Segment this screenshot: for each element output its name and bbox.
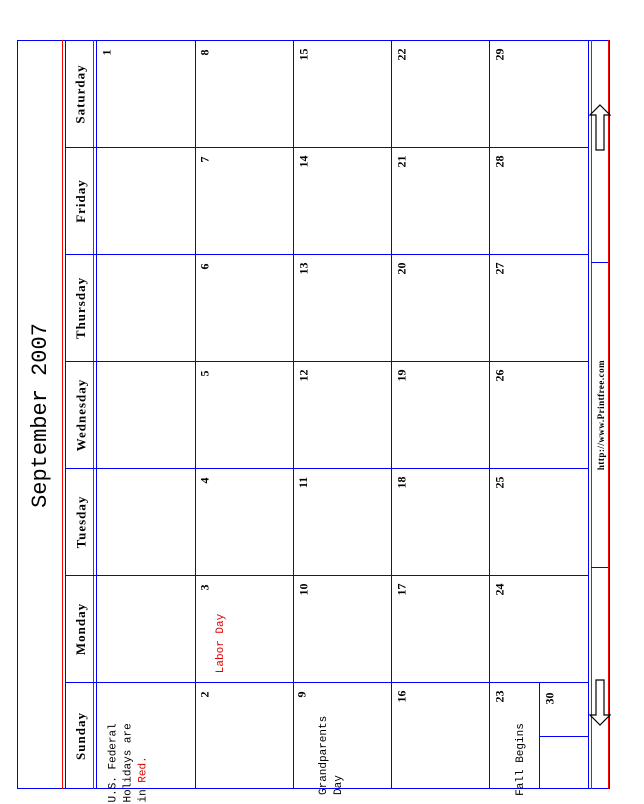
grid-line [66, 468, 588, 469]
note-line: Day [333, 775, 345, 795]
day-number: 10 [296, 583, 311, 596]
day-number: 16 [394, 690, 409, 703]
weekday-label: Wednesday [73, 378, 89, 452]
day-number: 8 [197, 49, 212, 56]
day-number: 23 [492, 690, 507, 703]
day-number: 25 [492, 476, 507, 489]
day-number: 1 [99, 49, 114, 56]
footer-url: http://www.Printfree.com [596, 359, 606, 471]
header-separator-blue [96, 40, 97, 789]
note-grandparents-day [317, 695, 347, 795]
weekday-label: Friday [73, 179, 88, 223]
weekday-label: Sunday [73, 712, 89, 760]
previous-month-arrow-icon[interactable] [589, 678, 611, 726]
weekday-tuesday [66, 469, 96, 575]
footer-separator-blue [588, 40, 589, 789]
day-number: 15 [296, 48, 311, 61]
note-line: Grandparents [318, 715, 330, 795]
day-number: 18 [394, 476, 409, 489]
day-number: 17 [394, 583, 409, 596]
day-number: 13 [296, 262, 311, 275]
grid-line [66, 254, 588, 255]
weekday-label: Saturday [73, 64, 89, 124]
day-number: 20 [394, 262, 409, 275]
day-number: 11 [296, 476, 311, 489]
page-title: September 2007 [27, 322, 53, 508]
day-number: 24 [492, 583, 507, 596]
weekday-saturday [66, 41, 96, 147]
holiday-color-word: Red. [137, 756, 150, 783]
grid-line [391, 40, 392, 789]
title-strip [18, 40, 62, 790]
weekday-sunday [66, 683, 96, 789]
day-number: 29 [492, 48, 507, 61]
title-separator-red [62, 40, 63, 789]
day-number: 21 [394, 155, 409, 168]
day-number: 30 [542, 692, 557, 705]
day-number: 2 [197, 691, 212, 698]
day-number: 22 [394, 48, 409, 61]
weekday-thursday [66, 255, 96, 361]
note-line: Holidays are [122, 723, 135, 803]
day-number: 12 [296, 369, 311, 382]
day-number: 5 [197, 370, 212, 377]
note-line: U.S. Federal [107, 723, 120, 803]
day-number: 3 [197, 584, 212, 591]
weekday-label: Tuesday [73, 495, 88, 549]
day-number: 6 [197, 263, 212, 270]
grid-line [66, 147, 588, 148]
weekday-friday [66, 148, 96, 254]
next-month-arrow-icon[interactable] [589, 104, 611, 152]
outer-frame [17, 40, 610, 789]
day-number: 14 [296, 155, 311, 168]
grid-line [489, 40, 490, 789]
grid-line [293, 40, 294, 789]
note-line: in Red. [137, 756, 150, 803]
weekday-label: Thursday [73, 276, 89, 340]
federal-holidays-note [107, 683, 152, 803]
grid-line [66, 575, 588, 576]
holiday-labor-day: Labor Day [215, 613, 228, 674]
day-number: 26 [492, 369, 507, 382]
grid-line [66, 361, 588, 362]
grid-line [195, 40, 196, 789]
day-number: 19 [394, 369, 409, 382]
day-number: 7 [197, 156, 212, 163]
note-fall-begins: Fall Begins [514, 723, 527, 796]
weekday-monday [66, 576, 96, 682]
day-number: 4 [197, 477, 212, 484]
grid-line-split [539, 736, 588, 737]
weekday-wednesday [66, 362, 96, 468]
day-number: 9 [294, 691, 309, 698]
day-number: 28 [492, 155, 507, 168]
weekday-label: Monday [73, 602, 89, 656]
day-number: 27 [492, 262, 507, 275]
